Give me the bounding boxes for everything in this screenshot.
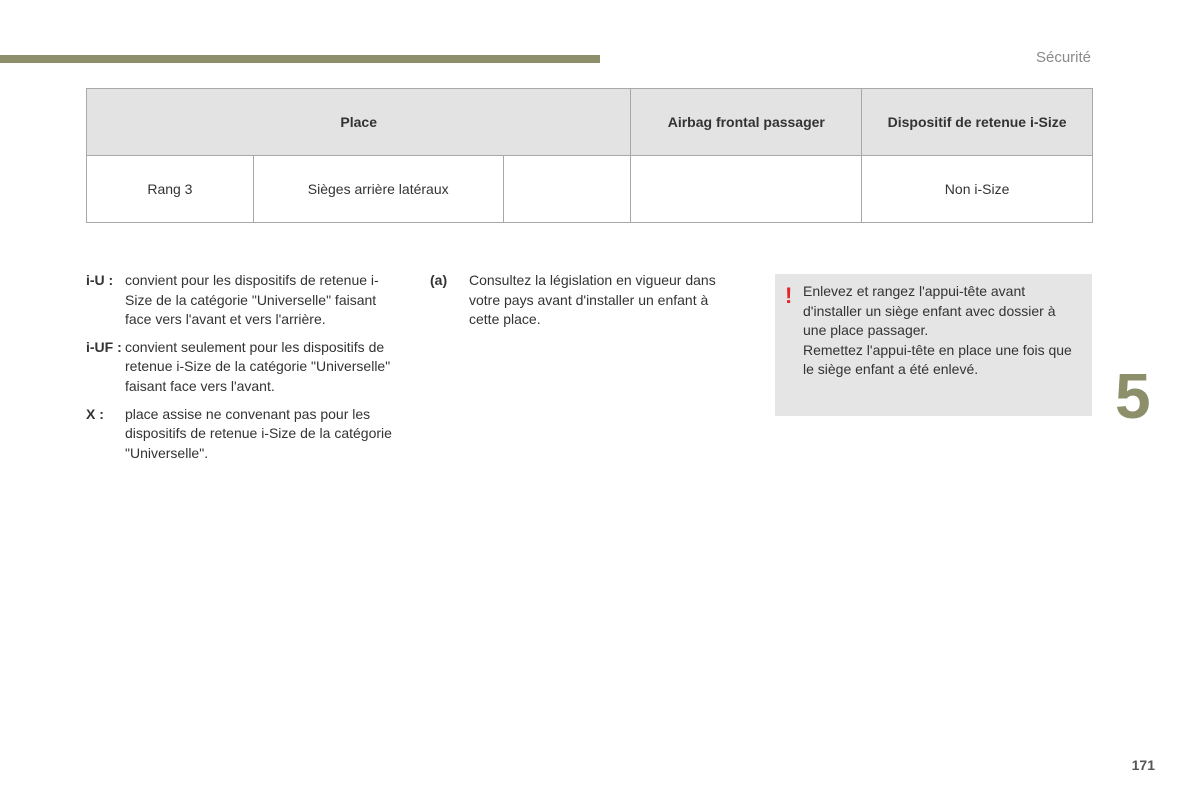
cell-seat: Sièges arrière latéraux	[253, 156, 503, 223]
section-color-bar	[0, 55, 600, 63]
footnote	[430, 271, 740, 330]
table-row	[87, 156, 1093, 223]
legend-key: i-UF :	[86, 338, 122, 355]
seat-compatibility-table	[86, 88, 1093, 223]
section-title: Sécurité	[1035, 49, 1091, 66]
exclamation-icon: !	[785, 283, 793, 308]
footnote-key: (a)	[430, 272, 448, 288]
warning-text-2: Remettez l'appui-tête en place une fois que le siège enfant a été enlevé.	[803, 341, 1072, 378]
legend-text: convient seulement pour les dispositifs de retenue i-Size de la catégorie "Universelle" faisant face vers l'avant.	[125, 338, 391, 394]
cell-airbag	[631, 156, 862, 223]
header-isize: Dispositif de retenue i-Size	[862, 89, 1093, 156]
warning-box	[775, 274, 1092, 416]
header-airbag: Airbag frontal passager	[631, 89, 862, 156]
legend-key: X :	[86, 405, 104, 422]
table-header-row	[87, 89, 1093, 156]
legend-list	[86, 271, 396, 471]
legend-text: place assise ne convenant pas pour les dispositifs de retenue i-Size de la catégorie "Universelle".	[125, 405, 392, 461]
cell-isize: Non i-Size	[862, 156, 1093, 223]
cell-extra	[503, 156, 631, 223]
warning-text-1: Enlevez et rangez l'appui-tête avant d'installer un siège enfant avec dossier à une place passager.	[803, 283, 1056, 339]
legend-item	[86, 271, 396, 330]
footnote-text: Consultez la législation en vigueur dans votre pays avant d'installer un enfant à cette place.	[469, 272, 716, 328]
header-place: Place	[87, 89, 631, 156]
chapter-number: 5	[1115, 360, 1151, 432]
page-number: 171	[1131, 757, 1155, 773]
legend-key: i-U :	[86, 272, 114, 288]
cell-rank: Rang 3	[87, 156, 254, 223]
legend-item	[86, 405, 396, 464]
legend-item	[86, 338, 396, 397]
legend-text: convient pour les dispositifs de retenue i-Size de la catégorie "Universelle" faisant face vers l'avant et vers l'arrière.	[125, 272, 379, 328]
